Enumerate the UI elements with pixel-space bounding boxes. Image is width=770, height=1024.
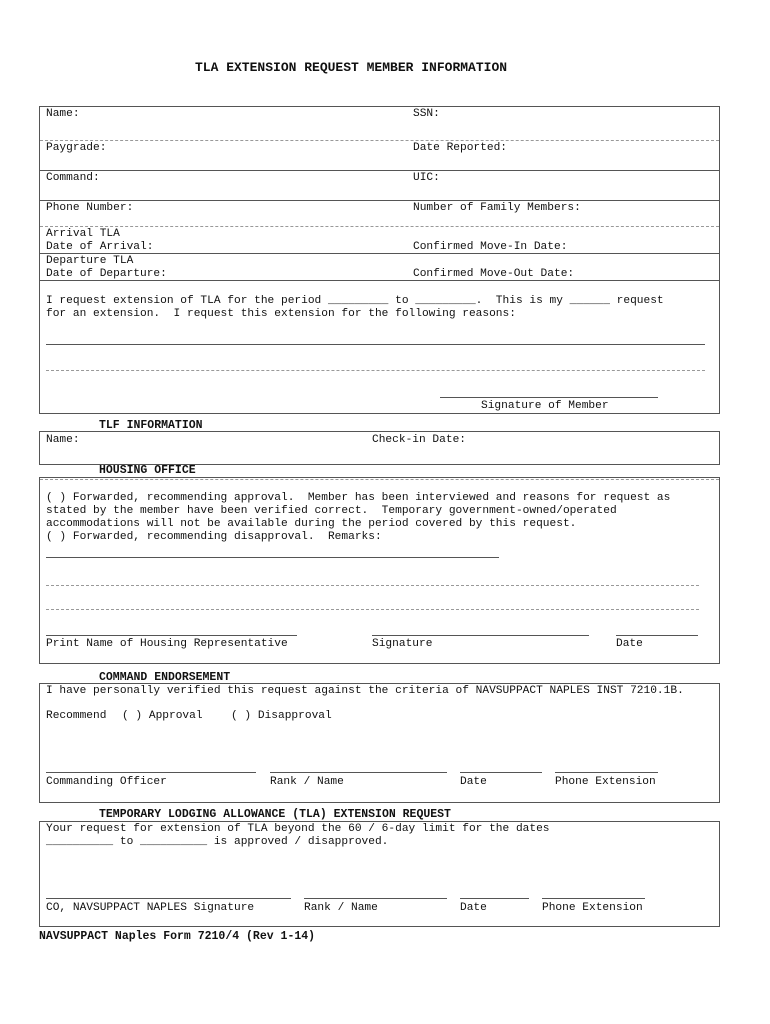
housing-approval-text-3: accommodations will not be available during the period covered by this request.	[46, 518, 577, 530]
divider	[40, 170, 719, 171]
command-date-line[interactable]	[460, 772, 542, 773]
remarks-line-3[interactable]	[46, 609, 699, 610]
date-reported-field[interactable]: Date Reported:	[413, 142, 507, 154]
housing-date-line[interactable]	[616, 635, 698, 636]
confirmed-move-in-field[interactable]: Confirmed Move-In Date:	[413, 241, 568, 253]
ssn-field[interactable]: SSN:	[413, 108, 440, 120]
arrival-tla-label: Arrival TLA	[46, 228, 120, 240]
uic-field[interactable]: UIC:	[413, 172, 440, 184]
tla-section-header: TEMPORARY LODGING ALLOWANCE (TLA) EXTENSION REQUEST	[99, 808, 451, 821]
recommend-label: Recommend	[46, 710, 107, 722]
housing-signature-line[interactable]	[372, 635, 589, 636]
reasons-line-1[interactable]	[46, 344, 705, 345]
request-text-line1: I request extension of TLA for the period _________ to _________. This is my ______ request	[46, 295, 664, 307]
tla-phone-label: Phone Extension	[542, 902, 643, 914]
check-in-date-field[interactable]: Check-in Date:	[372, 434, 466, 446]
command-verification-text: I have personally verified this request against the criteria of NAVSUPPACT NAPLES INST 7210.1B.	[46, 685, 684, 697]
housing-date-label: Date	[616, 638, 643, 650]
command-phone-label: Phone Extension	[555, 776, 656, 788]
command-field[interactable]: Command:	[46, 172, 100, 184]
command-rank-label: Rank / Name	[270, 776, 344, 788]
page-title: TLA EXTENSION REQUEST MEMBER INFORMATION	[195, 60, 508, 75]
tla-rank-label: Rank / Name	[304, 902, 378, 914]
tlf-section-header: TLF INFORMATION	[99, 419, 203, 432]
remarks-line-2[interactable]	[46, 585, 699, 586]
divider	[40, 479, 719, 480]
housing-section-header: HOUSING OFFICE	[99, 464, 196, 477]
approval-checkbox[interactable]: ( ) Approval	[122, 710, 203, 722]
reasons-line-2[interactable]	[46, 370, 705, 371]
command-phone-line[interactable]	[555, 772, 658, 773]
tla-request-text-1: Your request for extension of TLA beyond the 60 / 6-day limit for the dates	[46, 823, 550, 835]
request-text-line2: for an extension. I request this extension for the following reasons:	[46, 308, 516, 320]
commanding-officer-line[interactable]	[46, 772, 256, 773]
housing-approval-text-1: ( ) Forwarded, recommending approval. Member has been interviewed and reasons for request as	[46, 492, 671, 504]
co-signature-line[interactable]	[46, 898, 291, 899]
tla-rank-line[interactable]	[304, 898, 447, 899]
divider	[40, 200, 719, 201]
departure-tla-label: Departure TLA	[46, 255, 134, 267]
disapproval-checkbox[interactable]: ( ) Disapproval	[231, 710, 332, 722]
signature-of-member-label: Signature of Member	[481, 400, 609, 412]
phone-number-field[interactable]: Phone Number:	[46, 202, 134, 214]
remarks-line-1[interactable]	[46, 557, 499, 558]
tla-date-label: Date	[460, 902, 487, 914]
divider	[40, 226, 719, 227]
print-name-label: Print Name of Housing Representative	[46, 638, 288, 650]
housing-disapproval-text: ( ) Forwarded, recommending disapproval. Remarks:	[46, 531, 382, 543]
command-date-label: Date	[460, 776, 487, 788]
divider	[40, 140, 719, 141]
form-number-footer: NAVSUPPACT Naples Form 7210/4 (Rev 1-14)	[39, 930, 316, 943]
paygrade-field[interactable]: Paygrade:	[46, 142, 107, 154]
housing-print-name-line[interactable]	[46, 635, 297, 636]
co-signature-label: CO, NAVSUPPACT NAPLES Signature	[46, 902, 255, 914]
member-signature-line[interactable]	[440, 397, 658, 398]
tlf-name-field[interactable]: Name:	[46, 434, 80, 446]
date-of-departure-field[interactable]: Date of Departure:	[46, 268, 167, 280]
tla-phone-line[interactable]	[542, 898, 645, 899]
tla-date-line[interactable]	[460, 898, 529, 899]
member-info-section	[39, 106, 720, 414]
confirmed-move-out-field[interactable]: Confirmed Move-Out Date:	[413, 268, 575, 280]
name-field[interactable]: Name:	[46, 108, 80, 120]
housing-signature-label: Signature	[372, 638, 433, 650]
commanding-officer-label: Commanding Officer	[46, 776, 167, 788]
command-section-header: COMMAND ENDORSEMENT	[99, 671, 231, 684]
tla-request-text-2: __________ to __________ is approved / disapproved.	[46, 836, 389, 848]
housing-approval-text-2: stated by the member have been verified correct. Temporary government-owned/operated	[46, 505, 617, 517]
date-of-arrival-field[interactable]: Date of Arrival:	[46, 241, 154, 253]
family-members-field[interactable]: Number of Family Members:	[413, 202, 581, 214]
command-rank-line[interactable]	[270, 772, 447, 773]
